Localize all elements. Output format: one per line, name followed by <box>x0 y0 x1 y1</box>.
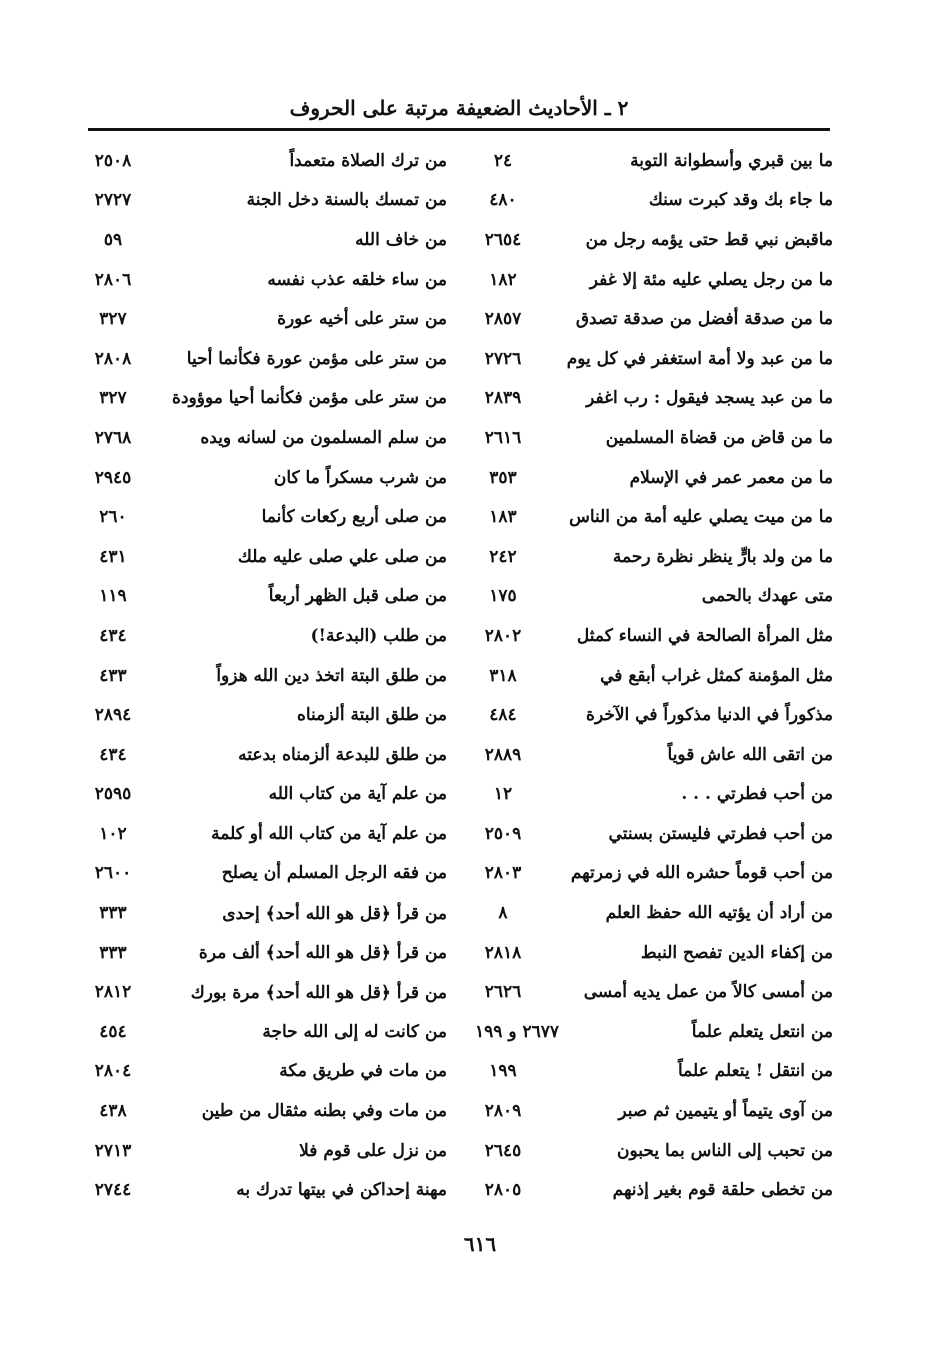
hadith-incipit: من طلق البتة اتخذ دين الله هزواً <box>216 665 447 686</box>
hadith-number: ٥٩ <box>103 229 123 250</box>
hadith-number: ٢٦١٦ <box>484 427 522 448</box>
hadith-number: ٤٨٠ <box>489 190 517 211</box>
hadith-incipit: مذكوراً في الدنيا مذكوراً في الآخرة <box>586 705 833 726</box>
hadith-incipit: من أراد أن يؤتيه الله حفظ العلم <box>605 903 833 924</box>
index-entry <box>475 972 833 1012</box>
index-entry <box>475 1012 833 1052</box>
hadith-incipit: ما من عبد يسجد فيقول : رب اغفر <box>586 388 833 409</box>
hadith-number: ٢٩٤٥ <box>94 467 132 488</box>
index-entry <box>85 418 447 458</box>
index-entry <box>85 577 447 617</box>
hadith-number: ٢٦٧٧ و ١٩٩ <box>475 1021 559 1042</box>
index-entry <box>85 695 447 735</box>
hadith-number: ٢٥٠٩ <box>484 823 522 844</box>
hadith-number: ١٠٢ <box>99 823 127 844</box>
hadith-number: ١٨٣ <box>489 507 517 528</box>
hadith-incipit: من أحب فطرتي فليستن بسنتي <box>608 823 833 844</box>
hadith-incipit: ما من قاض من قضاة المسلمين <box>605 427 833 448</box>
hadith-number: ٢٨١٨ <box>484 942 522 963</box>
running-header: ٢ ـ الأحاديث الضعيفة مرتبة على الحروف <box>289 96 629 120</box>
index-entry <box>85 972 447 1012</box>
index-entry <box>475 775 833 815</box>
hadith-number: ٤٨٤ <box>489 705 517 726</box>
hadith-incipit: من ستر على مؤمن عورة فكأنما أحيا <box>186 348 447 369</box>
index-entry <box>475 418 833 458</box>
hadith-number: ٢٨١٢ <box>94 982 132 1003</box>
hadith-incipit: من ستر على أخيه عورة <box>277 309 447 330</box>
hadith-incipit: من علم آية من كتاب الله أو كلمة <box>211 823 447 844</box>
hadith-number: ٢٦٥٤ <box>484 229 522 250</box>
hadith-incipit: من قرأ ﴿قل هو الله أحد﴾ مرة بورك <box>190 982 447 1003</box>
left-index-column <box>85 141 447 1210</box>
index-entry <box>475 577 833 617</box>
hadith-number: ٢٥٩٥ <box>94 784 132 805</box>
index-entry <box>85 775 447 815</box>
hadith-incipit: من إكفاء الدين تفصح النبط <box>640 942 833 963</box>
hadith-incipit: من مات وفي بطنه مثقال من طين <box>201 1101 447 1122</box>
hadith-incipit: من ترك الصلاة متعمداً <box>289 150 447 171</box>
index-entry <box>475 339 833 379</box>
hadith-incipit: مثل المرأة الصالحة في النساء كمثل <box>576 625 833 646</box>
hadith-incipit: ما بين قبري وأسطوانة التوبة <box>630 150 833 171</box>
index-entry <box>85 299 447 339</box>
hadith-number: ١٢ <box>493 784 513 805</box>
hadith-incipit: من كانت له إلى الله حاجة <box>262 1021 447 1042</box>
hadith-incipit: من علم آية من كتاب الله <box>268 784 447 805</box>
hadith-incipit: من قرأ ﴿قل هو الله أحد﴾ إحدى <box>222 903 447 924</box>
hadith-incipit: من انتعل يتعلم علماً <box>691 1021 833 1042</box>
hadith-incipit: من سلم المسلمون من لسانه ويده <box>200 427 447 448</box>
index-entry <box>85 497 447 537</box>
hadith-incipit: ما من عبد ولا أمة استغفر في كل يوم <box>566 348 833 369</box>
hadith-number: ٢٧٦٨ <box>94 427 132 448</box>
index-entry <box>85 735 447 775</box>
index-entry <box>85 1091 447 1131</box>
index-entry <box>85 181 447 221</box>
hadith-number: ٤٣١ <box>99 546 127 567</box>
index-entry <box>475 1091 833 1131</box>
index-entry <box>85 458 447 498</box>
index-entry <box>85 1012 447 1052</box>
hadith-incipit: من نزل على قوم فلا <box>299 1140 447 1161</box>
index-entry <box>475 497 833 537</box>
hadith-incipit: من مات في طريق مكة <box>279 1061 447 1082</box>
hadith-incipit: ما جاء بك وقد كبرت سنك <box>648 190 833 211</box>
index-entry <box>475 1052 833 1092</box>
index-entry <box>475 616 833 656</box>
hadith-number: ٨ <box>498 903 508 924</box>
hadith-incipit: من آوى يتيماً أو يتيمين ثم صبر <box>618 1101 833 1122</box>
hadith-number: ٢٨٨٩ <box>484 744 522 765</box>
hadith-number: ٣٣٣ <box>99 942 127 963</box>
index-entry <box>85 379 447 419</box>
index-entry <box>475 735 833 775</box>
hadith-number: ٢٦٠ <box>99 507 127 528</box>
index-entry <box>475 141 833 181</box>
hadith-number: ٤٣٣ <box>99 665 127 686</box>
index-entry <box>85 814 447 854</box>
hadith-number: ٢٨٠٨ <box>94 348 132 369</box>
page-number: ٦١٦ <box>463 1232 497 1256</box>
hadith-number: ٤٣٤ <box>99 744 127 765</box>
hadith-number: ٢٥٠٨ <box>94 150 132 171</box>
hadith-incipit: من تحبب إلى الناس بما يحبون <box>616 1140 833 1161</box>
index-entry <box>475 537 833 577</box>
index-entry <box>85 1170 447 1210</box>
hadith-incipit: من طلب (البدعة!) <box>310 625 447 646</box>
hadith-number: ٢٨٣٩ <box>484 388 522 409</box>
hadith-number: ٢٨٩٤ <box>94 705 132 726</box>
index-entry <box>475 1170 833 1210</box>
hadith-incipit: ما من ميت يصلي عليه أمة من الناس <box>569 507 833 528</box>
hadith-number: ٣٥٣ <box>489 467 517 488</box>
hadith-incipit: ما من صدقة أفضل من صدقة تصدق <box>575 309 833 330</box>
index-entry <box>475 458 833 498</box>
index-entry <box>475 181 833 221</box>
hadith-number: ٢٨٥٧ <box>484 309 522 330</box>
index-entry <box>85 537 447 577</box>
hadith-incipit: ما من معمر عمر في الإسلام <box>629 467 833 488</box>
hadith-number: ٢٨٠٥ <box>484 1180 522 1201</box>
hadith-number: ٤٥٤ <box>99 1021 127 1042</box>
index-entry <box>85 616 447 656</box>
index-entry <box>475 260 833 300</box>
hadith-incipit: مهنة إحداكن في بيتها تدرك به <box>236 1180 447 1201</box>
index-entry <box>85 141 447 181</box>
hadith-incipit: من طلق البتة ألزمناه <box>296 705 447 726</box>
index-entry <box>475 299 833 339</box>
hadith-number: ٢٧١٣ <box>94 1140 132 1161</box>
index-entry <box>475 814 833 854</box>
hadith-number: ١١٩ <box>99 586 127 607</box>
hadith-incipit: متى عهدك بالحمى <box>701 586 833 607</box>
hadith-number: ٢٧٢٧ <box>94 190 132 211</box>
index-entry <box>85 260 447 300</box>
hadith-incipit: من صلى قبل الظهر أربعاً <box>268 586 447 607</box>
index-entry <box>475 695 833 735</box>
hadith-incipit: مثل المؤمنة كمثل غراب أبقع في <box>600 665 833 686</box>
hadith-number: ٢٨٠٤ <box>94 1061 132 1082</box>
hadith-incipit: من اتقى الله عاش قوياً <box>667 744 833 765</box>
hadith-incipit: من أحب فطرتي . . . <box>681 784 833 805</box>
index-entry <box>85 854 447 894</box>
hadith-number: ٢٤ <box>493 150 513 171</box>
index-entry <box>475 379 833 419</box>
hadith-number: ٢٨٠٣ <box>484 863 522 884</box>
hadith-incipit: من صلى علي صلى عليه ملك <box>237 546 447 567</box>
hadith-number: ٢٧٤٤ <box>94 1180 132 1201</box>
hadith-incipit: من تخطى حلقة قوم بغير إذنهم <box>612 1180 833 1201</box>
index-entry <box>475 854 833 894</box>
hadith-number: ١٧٥ <box>489 586 517 607</box>
hadith-number: ٢٧٢٦ <box>484 348 522 369</box>
hadith-number: ٢٤٢ <box>489 546 517 567</box>
index-entry <box>475 933 833 973</box>
hadith-number: ٢٨٠٦ <box>94 269 132 290</box>
index-entry <box>85 656 447 696</box>
hadith-incipit: من أحب قوماً حشره الله في زمرتهم <box>570 863 833 884</box>
hadith-incipit: من ستر على مؤمن فكأنما أحيا موؤودة <box>172 388 447 409</box>
hadith-incipit: ما من رجل يصلي عليه مئة إلا غفر <box>589 269 833 290</box>
hadith-number: ١٩٩ <box>489 1061 517 1082</box>
hadith-number: ٤٣٤ <box>99 625 127 646</box>
hadith-number: ٢٦٠٠ <box>94 863 132 884</box>
index-entry <box>85 893 447 933</box>
hadith-number: ٢٨٠٩ <box>484 1101 522 1122</box>
hadith-number: ٤٣٨ <box>99 1101 127 1122</box>
index-entry <box>85 339 447 379</box>
hadith-number: ٣٢٧ <box>99 309 127 330</box>
hadith-incipit: ما من ولد بارٍّ ينظر نظرة رحمة <box>612 546 833 567</box>
hadith-number: ٢٨٠٢ <box>484 625 522 646</box>
hadith-incipit: من قرأ ﴿قل هو الله أحد﴾ ألف مرة <box>198 943 447 964</box>
hadith-incipit: من تمسك بالسنة دخل الجنة <box>246 190 447 211</box>
index-entry <box>475 656 833 696</box>
hadith-incipit: من صلى أربع ركعات كأنما <box>261 507 447 528</box>
hadith-number: ٢٦٢٦ <box>484 982 522 1003</box>
hadith-number: ٣١٨ <box>489 665 517 686</box>
hadith-incipit: من انتقل ! يتعلم علماً <box>677 1061 833 1082</box>
hadith-incipit: من طلق للبدعة ألزمناه بدعته <box>238 744 447 765</box>
right-index-column <box>475 141 833 1210</box>
hadith-number: ١٨٢ <box>489 269 517 290</box>
index-entry <box>475 220 833 260</box>
index-entry <box>85 933 447 973</box>
index-entry <box>85 220 447 260</box>
hadith-incipit: من فقه الرجل المسلم أن يصلح <box>221 863 447 884</box>
index-entry <box>475 893 833 933</box>
header-rule <box>88 128 830 131</box>
hadith-number: ٣٢٧ <box>99 388 127 409</box>
hadith-number: ٣٣٣ <box>99 903 127 924</box>
index-entry <box>85 1131 447 1171</box>
hadith-incipit: من خاف الله <box>355 229 447 250</box>
index-entry <box>475 1131 833 1171</box>
hadith-incipit: من أمسى كالاً من عمل يديه أمسى <box>583 982 833 1003</box>
hadith-number: ٢٦٤٥ <box>484 1140 522 1161</box>
hadith-incipit: ماقبض نبي قط حتى يؤمه رجل من <box>585 229 833 250</box>
hadith-incipit: من شرب مسكراً ما كان <box>273 467 447 488</box>
hadith-incipit: من ساء خلقه عذب نفسه <box>267 269 447 290</box>
index-entry <box>85 1052 447 1092</box>
